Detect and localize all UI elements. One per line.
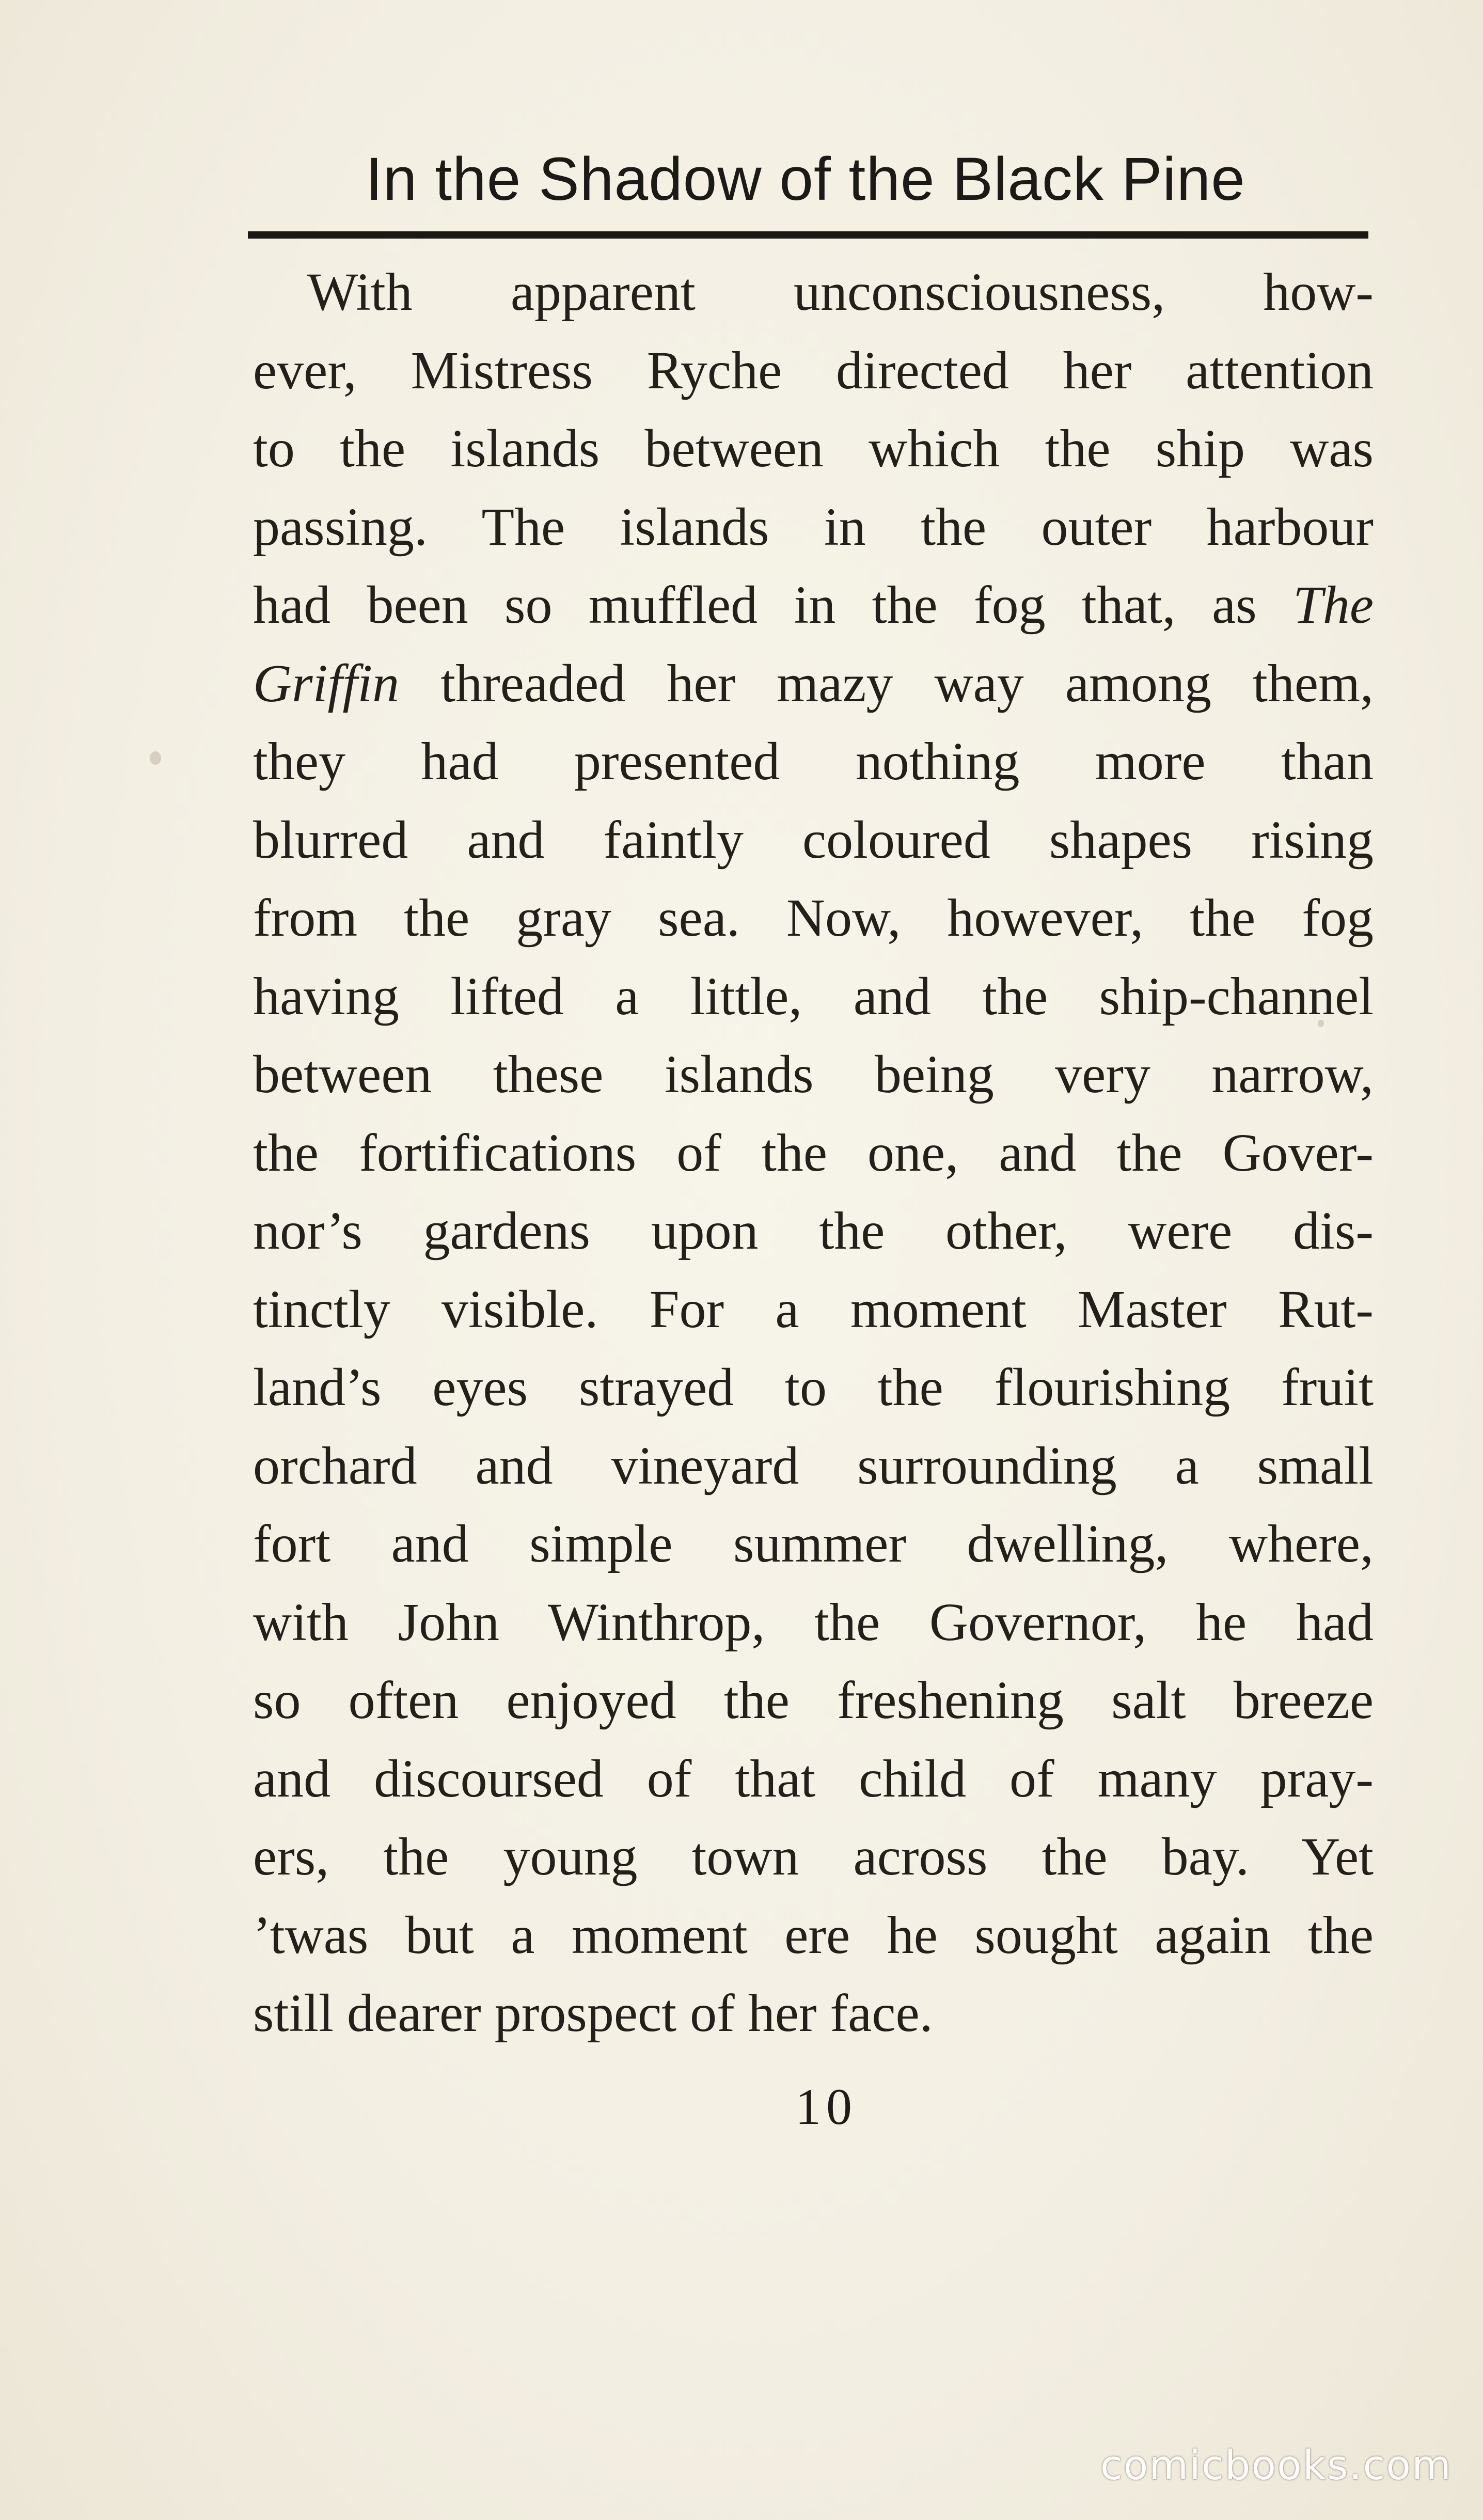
text-line: still dearer prospect of her face. bbox=[253, 1983, 933, 2043]
text-line: so often enjoyed the freshening salt breeze bbox=[253, 1671, 1374, 1730]
body-text bbox=[253, 253, 1374, 2053]
text-line bbox=[253, 566, 1374, 644]
page-number: 10 bbox=[795, 2078, 857, 2135]
text-line: With apparent unconsciousness, how- bbox=[307, 262, 1374, 322]
header-rule bbox=[248, 231, 1368, 239]
text-line: passing. The islands in the outer harbour bbox=[253, 497, 1374, 557]
text-line: they had presented nothing more than bbox=[253, 732, 1374, 791]
italic-ship-name: The bbox=[1293, 575, 1374, 635]
text-line: blurred and faintly coloured shapes rising bbox=[253, 810, 1374, 870]
watermark: comicbooks.com bbox=[1100, 2443, 1452, 2489]
text-line: to the islands between which the ship was bbox=[253, 419, 1374, 478]
text-line: between these islands being very narrow, bbox=[253, 1045, 1374, 1104]
running-head: In the Shadow of the Black Pine bbox=[366, 145, 1245, 213]
italic-ship-name: Griffin bbox=[253, 653, 400, 713]
text-line: nor’s gardens upon the other, were dis- bbox=[253, 1201, 1374, 1261]
text-line: orchard and vineyard surrounding a small bbox=[253, 1436, 1374, 1495]
text-line: tinctly visible. For a moment Master Rut- bbox=[253, 1279, 1374, 1339]
text-line: and discoursed of that child of many pray- bbox=[253, 1749, 1374, 1808]
text-line: land’s eyes strayed to the flourishing fruit bbox=[253, 1358, 1374, 1417]
text-line: fort and simple summer dwelling, where, bbox=[253, 1514, 1374, 1573]
text-line: the fortifications of the one, and the Gover- bbox=[253, 1123, 1374, 1183]
text-line: ’twas but a moment ere he sought again the bbox=[253, 1905, 1374, 1965]
text-line: having lifted a little, and the ship-channel bbox=[253, 966, 1374, 1026]
text-line: ever, Mistress Ryche directed her attention bbox=[253, 340, 1374, 400]
text-line bbox=[253, 644, 1374, 723]
line-text: had been so muffled in the fog that, as bbox=[253, 575, 1257, 635]
text-line: ers, the young town across the bay. Yet bbox=[253, 1827, 1374, 1886]
line-text: threaded her mazy way among them, bbox=[440, 653, 1374, 713]
text-line: with John Winthrop, the Governor, he had bbox=[253, 1592, 1374, 1652]
paper-speck bbox=[150, 751, 161, 765]
text-line: from the gray sea. Now, however, the fog bbox=[253, 888, 1374, 948]
